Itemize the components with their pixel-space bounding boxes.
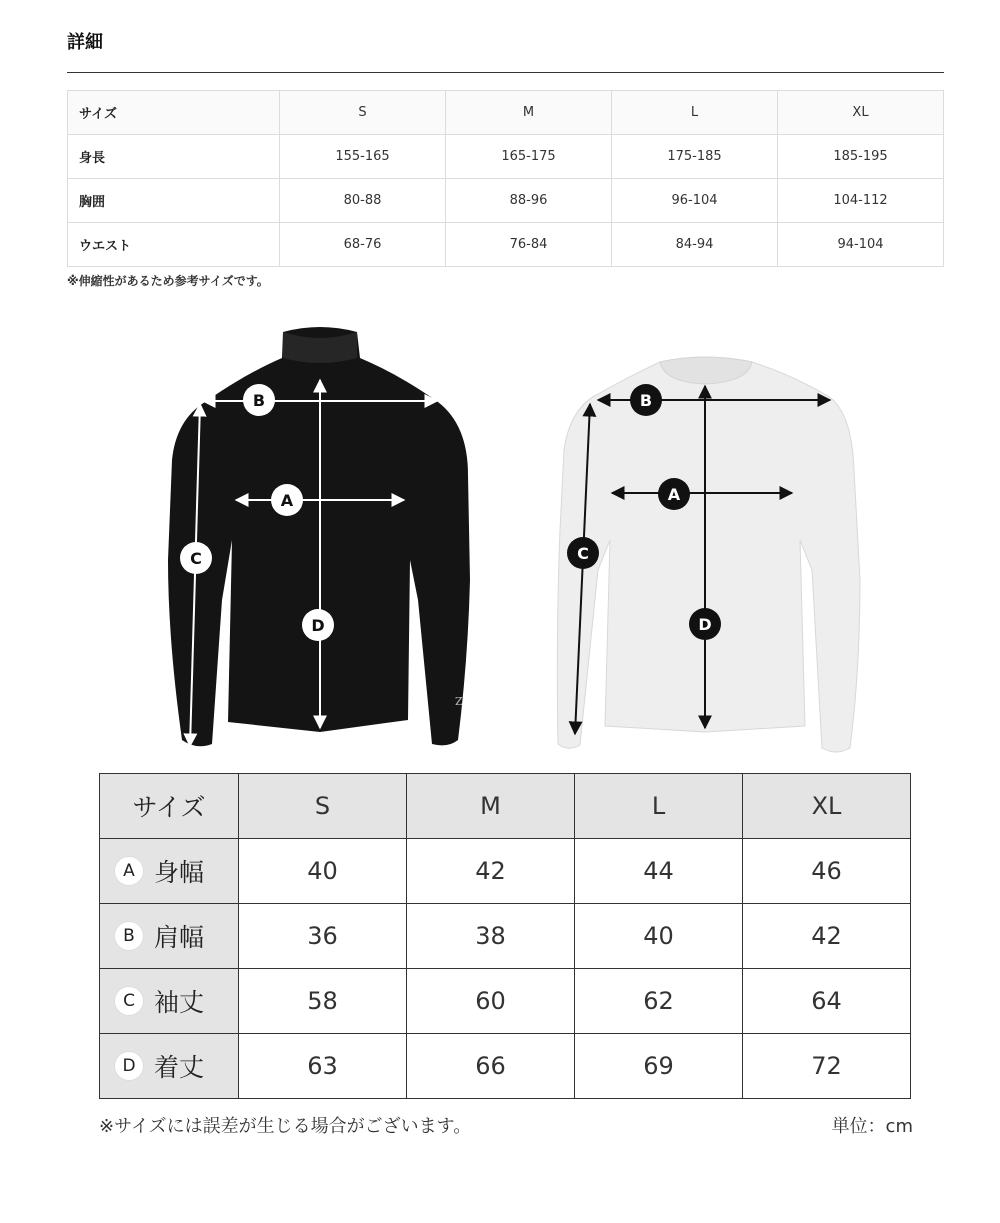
table-header-row bbox=[100, 774, 911, 839]
table-cell: 69 bbox=[575, 1034, 743, 1099]
row-label-text: 着丈 bbox=[154, 1053, 205, 1082]
shirt-measurement-diagram bbox=[0, 300, 1000, 770]
table-header-cell: XL bbox=[743, 774, 911, 839]
table-cell: 104-112 bbox=[778, 179, 944, 223]
svg-text:A: A bbox=[280, 491, 294, 510]
error-note: ※サイズには誤差が生じる場合がございます。 bbox=[99, 1116, 472, 1137]
table-cell: 36 bbox=[239, 904, 407, 969]
table-row bbox=[100, 904, 911, 969]
svg-text:C: C bbox=[190, 549, 202, 568]
page-title: 詳細 bbox=[67, 32, 103, 53]
table-header-cell: L bbox=[575, 774, 743, 839]
table-cell: 165-175 bbox=[446, 135, 612, 179]
table-cell: 40 bbox=[575, 904, 743, 969]
svg-text:A: A bbox=[667, 485, 681, 504]
row-label-text: 肩幅 bbox=[154, 923, 205, 952]
table-cell: 63 bbox=[239, 1034, 407, 1099]
table-cell: 155-165 bbox=[280, 135, 446, 179]
svg-text:D: D bbox=[698, 615, 712, 634]
table-cell: 46 bbox=[743, 839, 911, 904]
table-header-cell: S bbox=[280, 91, 446, 135]
svg-text:D: D bbox=[311, 616, 325, 635]
marker-c-white bbox=[567, 537, 599, 569]
table-cell: 42 bbox=[743, 904, 911, 969]
stretch-note: ※伸縮性があるため参考サイズです。 bbox=[67, 274, 269, 288]
table-cell: 66 bbox=[407, 1034, 575, 1099]
table-header-cell: サイズ bbox=[100, 774, 239, 839]
marker-badge: C bbox=[114, 986, 144, 1016]
table-cell: 62 bbox=[575, 969, 743, 1034]
unit-label: 単位：cm bbox=[831, 1116, 913, 1137]
table-row bbox=[100, 1034, 911, 1099]
row-label bbox=[100, 1034, 239, 1099]
table-cell: 44 bbox=[575, 839, 743, 904]
table-header-cell: L bbox=[612, 91, 778, 135]
table-cell: 80-88 bbox=[280, 179, 446, 223]
row-label-text: 身幅 bbox=[154, 858, 205, 887]
table-cell: 84-94 bbox=[612, 223, 778, 267]
table-cell: 40 bbox=[239, 839, 407, 904]
row-label bbox=[100, 904, 239, 969]
size-guide-table bbox=[67, 90, 944, 267]
title-divider bbox=[67, 72, 944, 73]
table-cell: 96-104 bbox=[612, 179, 778, 223]
table-cell: 38 bbox=[407, 904, 575, 969]
table-cell: 76-84 bbox=[446, 223, 612, 267]
marker-d-white bbox=[689, 608, 721, 640]
marker-badge: B bbox=[114, 921, 144, 951]
svg-text:B: B bbox=[639, 391, 653, 410]
table-cell: 94-104 bbox=[778, 223, 944, 267]
table-row bbox=[100, 839, 911, 904]
marker-b-black bbox=[243, 384, 275, 416]
table-row bbox=[68, 223, 944, 267]
table-row bbox=[68, 179, 944, 223]
row-label: 胸囲 bbox=[68, 179, 280, 223]
table-row bbox=[100, 969, 911, 1034]
table-cell: 175-185 bbox=[612, 135, 778, 179]
marker-c-black bbox=[180, 542, 212, 574]
table-header-row bbox=[68, 91, 944, 135]
white-shirt-image bbox=[557, 357, 860, 752]
marker-d-black bbox=[302, 609, 334, 641]
table-cell: 68-76 bbox=[280, 223, 446, 267]
row-label: 身長 bbox=[68, 135, 280, 179]
table-cell: 42 bbox=[407, 839, 575, 904]
row-label: ウエスト bbox=[68, 223, 280, 267]
svg-text:C: C bbox=[577, 544, 589, 563]
brand-logo: Z bbox=[455, 695, 463, 708]
table-header-cell: M bbox=[446, 91, 612, 135]
row-label bbox=[100, 839, 239, 904]
marker-b-white bbox=[630, 384, 662, 416]
marker-a-black bbox=[271, 484, 303, 516]
table-cell: 60 bbox=[407, 969, 575, 1034]
measurement-table bbox=[99, 773, 911, 1099]
marker-badge: A bbox=[114, 856, 144, 886]
table-cell: 58 bbox=[239, 969, 407, 1034]
table-header-cell: サイズ bbox=[68, 91, 280, 135]
table-row bbox=[68, 135, 944, 179]
table-cell: 64 bbox=[743, 969, 911, 1034]
table-header-cell: M bbox=[407, 774, 575, 839]
table-cell: 72 bbox=[743, 1034, 911, 1099]
svg-text:B: B bbox=[252, 391, 266, 410]
table-cell: 185-195 bbox=[778, 135, 944, 179]
table-header-cell: XL bbox=[778, 91, 944, 135]
row-label bbox=[100, 969, 239, 1034]
marker-a-white bbox=[658, 478, 690, 510]
row-label-text: 袖丈 bbox=[154, 988, 205, 1017]
marker-badge: D bbox=[114, 1051, 144, 1081]
table-header-cell: S bbox=[239, 774, 407, 839]
table-cell: 88-96 bbox=[446, 179, 612, 223]
